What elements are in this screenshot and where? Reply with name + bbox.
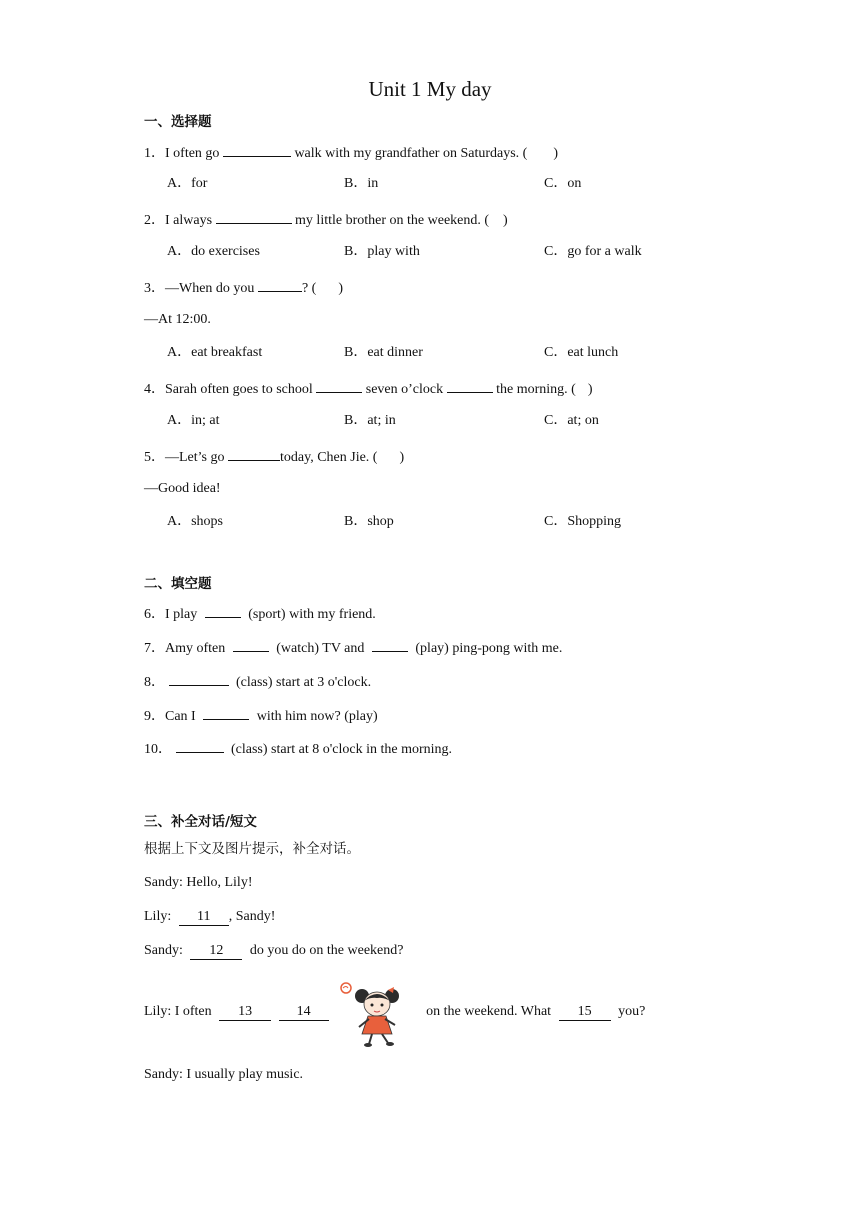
question-text: I often go — [165, 146, 220, 161]
question-text: ? ( — [301, 281, 317, 296]
blank-11[interactable]: 11 — [179, 910, 229, 926]
blank-13[interactable]: 13 — [219, 1005, 271, 1021]
question-text: Sarah often goes to school — [165, 382, 313, 397]
blank-12[interactable]: 12 — [190, 944, 242, 960]
option-b[interactable]: B．play with — [344, 244, 420, 259]
option-c[interactable]: C．on — [544, 176, 582, 191]
question-text: with him now? (play) — [256, 709, 378, 724]
answer-blank[interactable] — [216, 209, 292, 224]
question-text: walk with my grandfather on Saturdays. ( — [294, 146, 528, 161]
dialogue-answer: —Good idea! — [144, 481, 221, 496]
option-a[interactable]: A．eat breakfast — [167, 345, 263, 360]
question-number: 1． — [144, 146, 165, 161]
page-title: Unit 1 My day — [368, 77, 492, 101]
dialogue-line-5: Sandy: I usually play music. — [144, 1067, 304, 1082]
question-number: 2． — [144, 213, 165, 228]
girl-playing-illustration — [334, 976, 418, 1048]
blank-14[interactable]: 14 — [279, 1005, 329, 1021]
dialogue-answer: —At 12:00. — [144, 312, 211, 327]
answer-blank[interactable] — [203, 705, 249, 720]
question-text: (play) ping-pong with me. — [415, 641, 563, 656]
question-text: (class) start at 8 o'clock in the morning. — [231, 742, 453, 757]
question-text: I always — [165, 213, 213, 228]
dialogue-line-2: Lily: 11 , Sandy! — [144, 909, 276, 924]
question-5: 5．—Let’s go today, Chen Jie. ( ) — [144, 446, 404, 467]
question-text: today, Chen Jie. ( — [280, 450, 378, 465]
question-text: Can I — [165, 709, 196, 724]
section-heading-fill-in: 二、填空题 — [144, 576, 212, 592]
option-c[interactable]: C．eat lunch — [544, 345, 619, 360]
blank-15[interactable]: 15 — [559, 1005, 611, 1021]
question-number: 5． — [144, 450, 165, 465]
option-a[interactable]: A．for — [167, 176, 208, 191]
question-6 — [144, 603, 376, 624]
option-a[interactable]: A．do exercises — [167, 244, 260, 259]
option-b[interactable]: B．shop — [344, 514, 394, 529]
option-c[interactable]: C．go for a walk — [544, 244, 642, 259]
question-text: (sport) with my friend. — [248, 607, 376, 622]
dialogue-line-4: Lily: I often 13 14 on the weekend. What 15 you? — [144, 1004, 646, 1019]
option-a[interactable]: A．shops — [167, 514, 224, 529]
question-text: (class) start at 3 o'clock. — [236, 675, 372, 690]
option-b[interactable]: B．at; in — [344, 413, 396, 428]
question-number: 3． — [144, 281, 165, 296]
question-number: 6． — [144, 607, 165, 622]
question-text: (watch) TV and — [276, 641, 365, 656]
question-2: 2．I always my little brother on the weekend. ( ) — [144, 209, 508, 230]
question-number: 10． — [144, 742, 172, 757]
answer-blank[interactable] — [228, 446, 280, 461]
question-text: my little brother on the weekend. ( — [295, 213, 490, 228]
answer-blank[interactable] — [169, 671, 229, 686]
question-text: —When do you — [165, 281, 255, 296]
answer-blank[interactable] — [447, 378, 493, 393]
question-3: 3．—When do you ? ( ) — [144, 277, 343, 298]
section-heading-dialogue: 三、补全对话/短文 — [144, 814, 257, 830]
question-1: 1．I often go walk with my grandfather on Saturdays. ( ) — [144, 142, 558, 163]
dialogue-line-3: Sandy: 12 do you do on the weekend? — [144, 943, 404, 958]
answer-blank[interactable] — [205, 603, 241, 618]
question-number: 7． — [144, 641, 165, 656]
question-number: 8． — [144, 675, 165, 690]
dialogue-line-1: Sandy: Hello, Lily! — [144, 875, 253, 890]
option-c[interactable]: C．at; on — [544, 413, 599, 428]
option-b[interactable]: B．eat dinner — [344, 345, 423, 360]
answer-blank[interactable] — [233, 637, 269, 652]
question-8 — [144, 671, 371, 692]
option-a[interactable]: A．in; at — [167, 413, 220, 428]
answer-blank[interactable] — [316, 378, 362, 393]
answer-blank[interactable] — [176, 738, 224, 753]
answer-blank[interactable] — [372, 637, 408, 652]
question-text: Amy often — [165, 641, 226, 656]
section-heading-choice: 一、选择题 — [144, 114, 212, 130]
question-9 — [144, 705, 378, 726]
question-number: 9． — [144, 709, 165, 724]
question-4: 4．Sarah often goes to school seven o’clock the morning. ( ) — [144, 378, 593, 399]
question-number: 4． — [144, 382, 165, 397]
option-c[interactable]: C．Shopping — [544, 514, 622, 529]
question-text: the morning. ( — [496, 382, 576, 397]
question-text: —Let’s go — [165, 450, 225, 465]
answer-blank[interactable] — [223, 142, 291, 157]
question-10 — [144, 738, 452, 759]
question-7 — [144, 637, 562, 658]
instruction-text: 根据上下文及图片提示，补全对话。 — [144, 841, 360, 857]
option-b[interactable]: B．in — [344, 176, 379, 191]
answer-blank[interactable] — [258, 277, 302, 292]
question-text: I play — [165, 607, 198, 622]
question-text: seven o’clock — [365, 382, 444, 397]
